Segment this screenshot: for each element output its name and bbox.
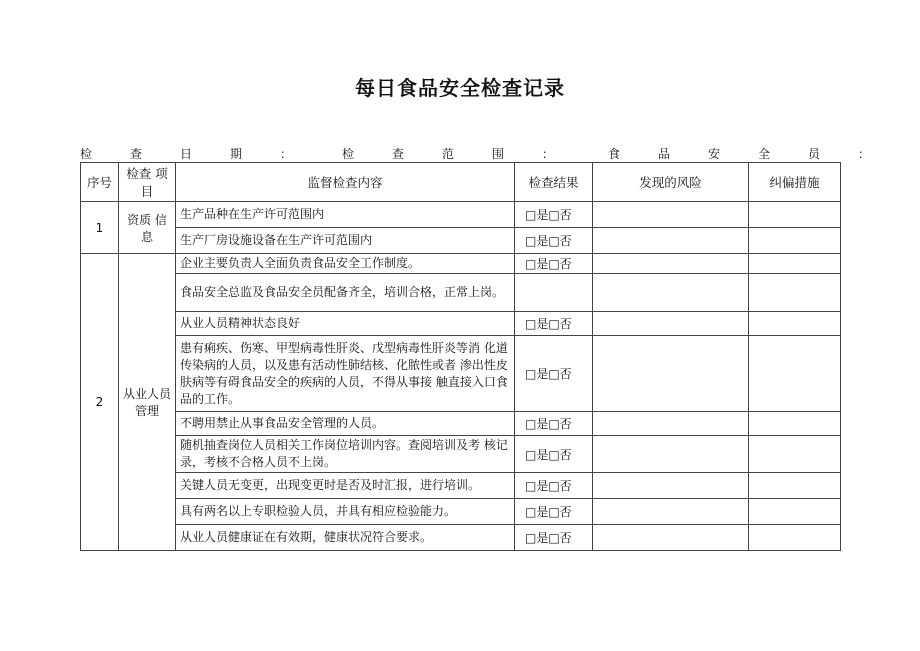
inspection-scope-label: 检查范围： [342,147,593,161]
check-content: 具有两名以上专职检验人员，并具有相应检验能力。 [176,499,515,525]
check-result[interactable]: □是□否 [515,525,593,551]
table-row [81,274,841,312]
header-item: 检查 项目 [119,163,176,202]
risk-cell[interactable] [593,312,749,336]
table-header-row [81,163,841,202]
header-seq: 序号 [81,163,119,202]
check-content: 患有痢疾、伤寒、甲型病毒性肝炎、戊型病毒性肝炎等消 化道传染病的人员，以及患有活动性肺结核、化脓性或者 渗出性皮肤病等有碍食品安全的疾病的人员，不得从事接 触直接入口食品的工作。 [176,336,515,412]
table-row [81,254,841,274]
header-correction: 纠偏措施 [749,163,841,202]
correction-cell[interactable] [749,202,841,228]
correction-cell[interactable] [749,312,841,336]
check-result[interactable]: □是□否 [515,336,593,412]
page-title: 每日食品安全检查记录 [355,76,565,100]
table-row [81,525,841,551]
table-row [81,473,841,499]
check-content: 随机抽查岗位人员相关工作岗位培训内容。查阅培训及考 核记录，考核不合格人员不上岗。 [176,436,515,473]
check-content: 生产品种在生产许可范围内 [176,202,515,228]
correction-cell[interactable] [749,436,841,473]
header-risk: 发现的风险 [593,163,749,202]
check-result[interactable]: □是□否 [515,312,593,336]
correction-cell[interactable] [749,274,841,312]
risk-cell[interactable] [593,412,749,436]
check-content: 从业人员精神状态良好 [176,312,515,336]
table-row [81,336,841,412]
correction-cell[interactable] [749,336,841,412]
risk-cell[interactable] [593,436,749,473]
check-content: 生产厂房设施设备在生产许可范围内 [176,228,515,254]
group-seq: 2 [81,254,119,551]
check-content: 从业人员健康证在有效期，健康状况符合要求。 [176,525,515,551]
correction-cell[interactable] [749,525,841,551]
check-result[interactable]: □是□否 [515,473,593,499]
risk-cell[interactable] [593,254,749,274]
risk-cell[interactable] [593,202,749,228]
risk-cell[interactable] [593,274,749,312]
check-result[interactable]: □是□否 [515,254,593,274]
check-content: 关键人员无变更，出现变更时是否及时汇报，进行培训。 [176,473,515,499]
inspection-meta [80,145,909,161]
risk-cell[interactable] [593,228,749,254]
risk-cell[interactable] [593,473,749,499]
risk-cell[interactable] [593,525,749,551]
risk-cell[interactable] [593,336,749,412]
table-row [81,312,841,336]
check-content: 食品安全总监及食品安全员配备齐全，培训合格，正常上岗。 [176,274,515,312]
check-result[interactable]: □是□否 [515,228,593,254]
correction-cell[interactable] [749,499,841,525]
check-result[interactable] [515,274,593,312]
correction-cell[interactable] [749,412,841,436]
table-row [81,202,841,228]
table-row [81,436,841,473]
table-row [81,228,841,254]
correction-cell[interactable] [749,254,841,274]
table-row [81,499,841,525]
food-safety-officer-label: 食品安全员： [608,147,909,161]
risk-cell[interactable] [593,499,749,525]
check-content: 不聘用禁止从事食品安全管理的人员。 [176,412,515,436]
header-content: 监督检查内容 [176,163,515,202]
check-result[interactable]: □是□否 [515,412,593,436]
table-row [81,412,841,436]
check-result[interactable]: □是□否 [515,202,593,228]
check-content: 企业主要负责人全面负责食品安全工作制度。 [176,254,515,274]
inspection-table [80,162,841,551]
check-result[interactable]: □是□否 [515,436,593,473]
check-result[interactable]: □是□否 [515,499,593,525]
group-item: 资质 信息 [119,202,176,254]
correction-cell[interactable] [749,228,841,254]
header-result: 检查结果 [515,163,593,202]
group-seq: 1 [81,202,119,254]
inspection-date-label: 检查日期： [80,147,331,161]
correction-cell[interactable] [749,473,841,499]
group-item: 从业人员管理 [119,254,176,551]
